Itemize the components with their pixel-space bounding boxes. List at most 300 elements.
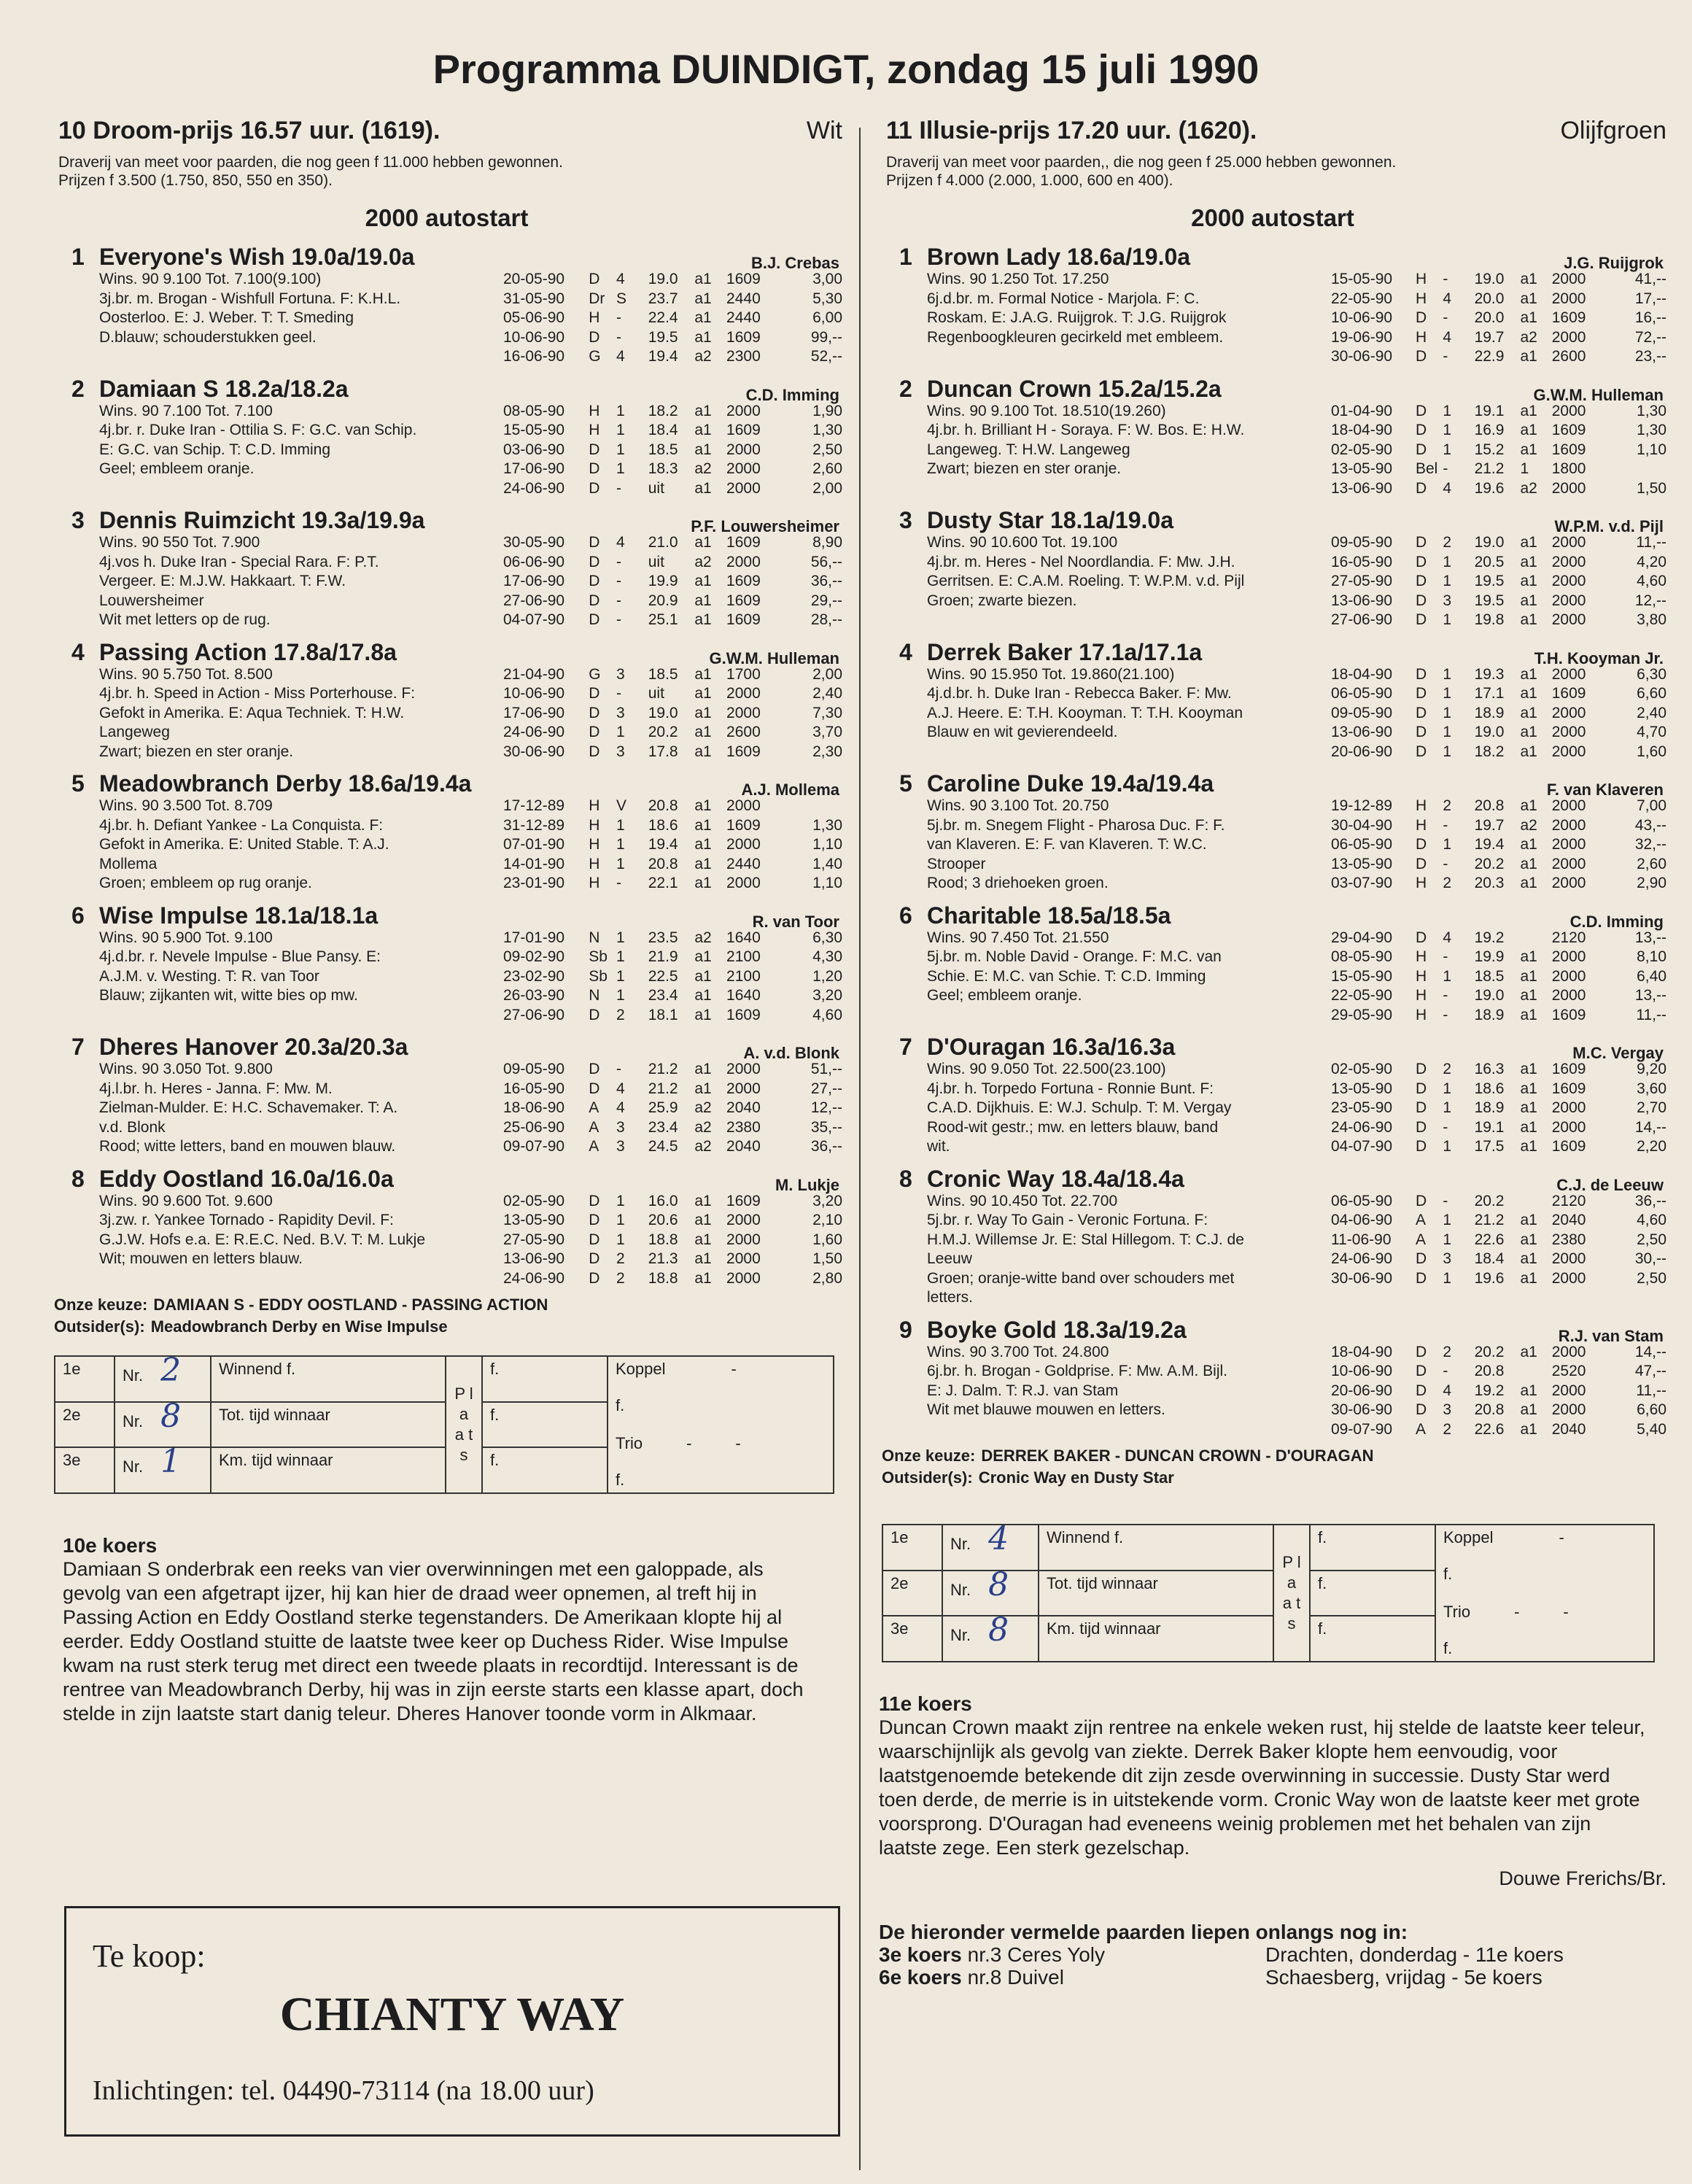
- run-row: [1331, 270, 1666, 290]
- run-start: a1: [1520, 797, 1537, 814]
- run-date: 10-06-90: [503, 328, 565, 346]
- horse-name: Dheres Hanover 20.3a/20.3a: [99, 1034, 408, 1060]
- run-odds: 6,60: [1637, 1401, 1666, 1418]
- run-place: V: [616, 797, 627, 814]
- horse-entry: [879, 1032, 1666, 1157]
- run-start: a1: [694, 441, 712, 458]
- run-track: D: [589, 1212, 600, 1228]
- run-distance: 2000: [1551, 987, 1586, 1004]
- run-time: 23.7: [648, 290, 678, 307]
- recent-runs: [503, 402, 842, 499]
- handwritten-number: 2: [160, 1352, 182, 1389]
- run-date: 29-05-90: [1331, 1006, 1393, 1023]
- horse-number: 6: [899, 902, 912, 929]
- run-odds: [783, 797, 842, 816]
- koppel-label: Koppel -: [616, 1360, 737, 1378]
- run-time: 23.4: [648, 1118, 678, 1136]
- run-time: 18.2: [1474, 743, 1505, 760]
- run-time: 17.1: [1474, 685, 1505, 702]
- run-time: 18.5: [1474, 967, 1505, 985]
- run-start: a1: [1520, 1269, 1537, 1287]
- horse-entry: [879, 374, 1666, 499]
- run-time: 18.3: [648, 460, 678, 477]
- run-place: 1: [616, 441, 625, 458]
- run-track: D: [1415, 685, 1427, 702]
- run-row: [503, 460, 842, 479]
- run-track: H: [589, 816, 600, 834]
- run-start: a2: [694, 1099, 712, 1116]
- run-start: a1: [694, 422, 712, 438]
- run-time: 17.5: [1474, 1138, 1505, 1155]
- run-row: [1331, 1250, 1666, 1269]
- info-line: 4j.d.br. h. Duke Iran - Rebecca Baker. F: Mw.: [927, 685, 1232, 702]
- our-choice: Onze keuze: DERREK BAKER - DUNCAN CROWN - D'OURAGAN: [882, 1447, 1374, 1465]
- info-line: 4j.br. h. Torpedo Fortuna - Ronnie Bunt. F:: [927, 1080, 1214, 1097]
- run-distance: 2000: [1551, 797, 1586, 814]
- run-odds: 12,--: [810, 1099, 842, 1116]
- run-date: 15-05-90: [1331, 967, 1393, 985]
- run-odds: 1,50: [1637, 479, 1666, 497]
- horse-body: [879, 929, 1666, 1026]
- run-time: 19.4: [648, 836, 678, 853]
- run-row: [1331, 402, 1666, 422]
- run-distance: 2000: [726, 797, 761, 814]
- horse-entry: [51, 506, 842, 630]
- trainer-name: A. v.d. Blonk: [743, 1044, 839, 1062]
- run-odds: 9,20: [1637, 1061, 1666, 1077]
- info-line: 3j.zw. r. Yankee Tornado - Rapidity Devil. F:: [99, 1212, 394, 1228]
- run-odds: 5,30: [812, 290, 842, 307]
- run-distance: 2000: [726, 553, 761, 570]
- run-row: [503, 816, 842, 836]
- info-line: 5j.br. m. Snegem Flight - Pharosa Duc. F: F.: [927, 816, 1225, 834]
- run-time: 21.9: [648, 948, 678, 965]
- run-row: [503, 1269, 842, 1289]
- race-color: Olijfgroen: [1560, 117, 1666, 144]
- run-distance: 2000: [1551, 1250, 1586, 1267]
- run-track: D: [1415, 1343, 1427, 1360]
- run-odds: 1,10: [812, 875, 842, 891]
- run-place: 1: [616, 460, 625, 477]
- run-odds: 51,--: [810, 1061, 842, 1077]
- run-odds: 27,--: [810, 1080, 842, 1097]
- run-odds: 1,30: [1637, 402, 1666, 419]
- run-distance: 2000: [726, 1061, 761, 1077]
- info-line: Wins. 90 9.100 Tot. 7.100(9.100): [99, 271, 322, 287]
- run-distance: 1609: [1551, 1006, 1586, 1023]
- run-start: a1: [1520, 948, 1537, 965]
- run-start: a1: [1520, 1231, 1537, 1248]
- run-date: 30-06-90: [503, 743, 565, 760]
- run-date: 31-12-89: [503, 816, 565, 834]
- run-track: H: [589, 422, 600, 438]
- run-date: 04-07-90: [1331, 1138, 1393, 1155]
- run-time: 19.1: [1474, 402, 1505, 419]
- run-time: 25.1: [648, 611, 678, 628]
- run-distance: 2000: [1551, 290, 1586, 307]
- run-row: [503, 479, 842, 499]
- run-place: -: [616, 553, 621, 570]
- run-start: a1: [694, 309, 712, 326]
- run-track: D: [589, 573, 600, 589]
- run-distance: 1640: [726, 929, 761, 946]
- run-start: a2: [694, 460, 712, 477]
- run-start: a1: [694, 1006, 712, 1023]
- info-line: Oosterloo. E: J. Weber. T: T. Smeding: [99, 309, 354, 326]
- run-track: D: [1415, 1250, 1427, 1267]
- horse-number: 7: [71, 1034, 85, 1060]
- horse-header: [51, 638, 842, 665]
- run-track: D: [589, 460, 600, 477]
- run-start: a1: [694, 665, 712, 683]
- run-date: 30-04-90: [1331, 816, 1393, 834]
- recent-row: [879, 1943, 1666, 1966]
- run-place: -: [1443, 816, 1448, 834]
- run-row: [503, 402, 842, 422]
- run-time: 18.4: [648, 422, 678, 438]
- run-track: D: [1415, 1080, 1427, 1097]
- run-row: [1331, 1137, 1666, 1157]
- run-distance: 2000: [726, 685, 761, 702]
- horse-entry: [879, 1164, 1666, 1308]
- run-row: [1331, 743, 1666, 762]
- run-row: [1331, 441, 1666, 460]
- run-odds: 32,--: [1634, 836, 1666, 853]
- run-odds: 7,00: [1637, 797, 1666, 814]
- run-date: 13-06-90: [1331, 592, 1393, 609]
- run-date: 10-06-90: [503, 685, 565, 702]
- horse-name: Dusty Star 18.1a/19.0a: [927, 507, 1173, 533]
- run-place: 1: [616, 1212, 625, 1228]
- info-line: wit.: [927, 1138, 950, 1155]
- horse-body: [51, 1060, 842, 1157]
- run-odds: 11,--: [1636, 1006, 1666, 1023]
- run-date: 02-05-90: [1331, 1061, 1393, 1077]
- run-date: 09-02-90: [503, 948, 565, 965]
- horse-list: [879, 242, 1666, 1439]
- recent-runs: [503, 1060, 842, 1157]
- run-track: H: [1415, 987, 1427, 1004]
- run-start: a1: [1520, 553, 1537, 570]
- run-start: a1: [694, 987, 712, 1004]
- horse-info: [927, 1343, 1372, 1420]
- horse-number: 3: [71, 507, 85, 533]
- run-place: S: [616, 290, 627, 307]
- run-time: 19.5: [1474, 573, 1505, 589]
- run-track: A: [1415, 1231, 1426, 1248]
- run-track: D: [589, 724, 600, 740]
- run-odds: 13,--: [1634, 987, 1666, 1004]
- run-row: [1331, 929, 1666, 948]
- run-odds: 1,50: [812, 1250, 842, 1267]
- run-date: 01-04-90: [1331, 402, 1393, 419]
- run-distance: 2000: [726, 1231, 761, 1248]
- run-date: 13-05-90: [503, 1212, 565, 1228]
- run-start: a1: [1520, 1343, 1537, 1360]
- run-distance: 2000: [726, 1080, 761, 1097]
- run-odds: 23,--: [1634, 348, 1666, 365]
- run-date: 27-06-90: [503, 592, 565, 609]
- run-distance: 2000: [1551, 553, 1586, 570]
- run-distance: 2040: [726, 1138, 761, 1155]
- run-place: 3: [616, 1138, 625, 1155]
- run-distance: 2000: [1551, 328, 1586, 346]
- run-odds: 1,10: [1637, 441, 1666, 458]
- run-time: 18.9: [1474, 704, 1505, 721]
- form-position: 3e: [882, 1616, 942, 1662]
- run-start: a1: [694, 967, 712, 985]
- run-distance: 2000: [1551, 611, 1586, 628]
- run-start: a2: [1520, 479, 1537, 497]
- run-track: D: [589, 592, 600, 609]
- page-title: Programma DUINDIGT, zondag 15 juli 1990: [432, 46, 1260, 92]
- run-row: [503, 835, 842, 855]
- run-row: [1331, 797, 1666, 816]
- run-place: 4: [616, 1099, 625, 1116]
- run-distance: 2000: [1551, 479, 1586, 497]
- run-odds: 41,--: [1634, 271, 1666, 287]
- info-line: Gefokt in Amerika. E: United Stable. T: A.J.: [99, 836, 389, 853]
- run-distance: 2000: [1551, 948, 1586, 965]
- form-number: [115, 1443, 211, 1493]
- horse-info: [99, 402, 544, 479]
- run-start: a1: [694, 1212, 712, 1228]
- run-date: 10-06-90: [1331, 1363, 1393, 1379]
- run-row: [1331, 592, 1666, 611]
- info-line: Zielman-Mulder. E: H.C. Schavemaker. T: A.: [99, 1099, 398, 1116]
- run-row: [503, 1137, 842, 1157]
- form-number: [942, 1611, 1039, 1662]
- run-row: [503, 967, 842, 987]
- run-row: [1331, 347, 1666, 367]
- run-track: D: [589, 479, 600, 497]
- run-row: [1331, 665, 1666, 685]
- run-track: D: [1415, 836, 1427, 853]
- run-track: D: [589, 685, 600, 702]
- run-row: [1331, 723, 1666, 743]
- run-track: D: [1415, 665, 1427, 683]
- run-odds: 8,90: [812, 534, 842, 551]
- run-row: [503, 929, 842, 948]
- run-place: 1: [616, 1231, 625, 1248]
- run-row: [1331, 328, 1666, 348]
- form-position: 1e: [55, 1356, 115, 1402]
- run-distance: 2040: [726, 1099, 761, 1116]
- form-amount: f.: [1310, 1525, 1435, 1571]
- run-place: 1: [1443, 1231, 1452, 1248]
- run-odds: 4,60: [812, 1006, 842, 1023]
- run-time: 15.2: [1474, 441, 1505, 458]
- run-track: D: [1415, 1401, 1427, 1418]
- run-row: [503, 421, 842, 441]
- run-track: D: [589, 271, 600, 287]
- run-place: 3: [616, 665, 625, 683]
- run-time: 19.1: [1474, 1118, 1505, 1136]
- run-start: a1: [1520, 1006, 1537, 1023]
- run-time: 20.3: [1474, 875, 1505, 891]
- race-header: [879, 117, 1666, 149]
- recent-runs: [1331, 665, 1666, 762]
- run-distance: 2380: [1551, 1231, 1586, 1248]
- run-track: D: [1415, 1382, 1427, 1399]
- info-line: Wins. 90 10.600 Tot. 19.100: [927, 534, 1118, 551]
- run-date: 29-04-90: [1331, 929, 1393, 946]
- run-place: 4: [1443, 929, 1452, 946]
- run-start: a1: [694, 479, 712, 497]
- run-date: 04-07-90: [503, 611, 565, 628]
- run-date: 24-06-90: [503, 1269, 565, 1287]
- horse-entry: [51, 901, 842, 1026]
- run-date: 17-06-90: [503, 460, 565, 477]
- run-odds: 6,30: [812, 929, 842, 946]
- run-row: [503, 1080, 842, 1099]
- run-track: D: [589, 1192, 600, 1209]
- run-date: 09-05-90: [1331, 704, 1393, 721]
- trainer-name: C.J. de Leeuw: [1556, 1175, 1664, 1194]
- form-nr-label: Nr.: [950, 1626, 971, 1645]
- ad-for-sale: Te koop:: [93, 1938, 206, 1974]
- run-row: [1331, 309, 1666, 328]
- run-start: a1: [694, 290, 712, 307]
- horse-info: [99, 270, 544, 347]
- run-time: 18.1: [648, 1006, 678, 1023]
- recent-runs: [1331, 1060, 1666, 1157]
- run-distance: 2440: [726, 309, 761, 326]
- run-start: a1: [1520, 1061, 1537, 1077]
- run-track: A: [589, 1138, 599, 1155]
- run-distance: 2520: [1551, 1363, 1586, 1379]
- horse-header: [879, 374, 1666, 402]
- info-line: Wit met blauwe mouwen en letters.: [927, 1401, 1165, 1418]
- trainer-name: A.J. Mollema: [741, 781, 839, 799]
- run-distance: 1609: [1551, 685, 1586, 702]
- run-distance: 1609: [1551, 1080, 1586, 1097]
- run-place: -: [616, 685, 621, 702]
- info-line: D.blauw; schouderstukken geel.: [99, 328, 317, 346]
- run-distance: 1700: [726, 665, 761, 683]
- run-start: a1: [1520, 611, 1537, 628]
- run-time: 18.6: [1474, 1080, 1505, 1097]
- run-odds: 4,60: [1637, 1212, 1666, 1228]
- horse-body: [51, 797, 842, 894]
- run-odds: 36,--: [810, 573, 842, 589]
- run-odds: 14,--: [1634, 1118, 1666, 1136]
- run-time: 22.1: [648, 875, 678, 891]
- run-place: 4: [1443, 479, 1452, 497]
- run-odds: 4,70: [1637, 724, 1666, 740]
- run-date: 30-06-90: [1331, 348, 1393, 365]
- run-date: 13-06-90: [1331, 724, 1393, 740]
- info-line: Wins. 90 1.250 Tot. 17.250: [927, 271, 1109, 287]
- run-distance: 2600: [1551, 348, 1586, 365]
- run-row: [1331, 986, 1666, 1006]
- run-place: 1: [616, 402, 625, 419]
- run-odds: 6,00: [812, 309, 842, 326]
- run-odds: 6,30: [1637, 665, 1666, 683]
- run-date: 11-06-90: [1331, 1231, 1392, 1248]
- run-distance: 2300: [726, 348, 761, 365]
- horse-entry: [51, 374, 842, 499]
- run-date: 19-06-90: [1331, 328, 1393, 346]
- recent-runs: [503, 665, 842, 762]
- run-distance: 2000: [1551, 1099, 1586, 1116]
- run-place: 1: [1443, 611, 1452, 628]
- info-line: Langeweg: [99, 724, 170, 740]
- horse-info: [99, 1192, 544, 1269]
- horse-header: [51, 374, 842, 402]
- run-time: 19.3: [1474, 665, 1505, 683]
- run-odds: 43,--: [1634, 816, 1666, 834]
- run-track: G: [589, 348, 601, 365]
- info-line: 3j.br. m. Brogan - Wishfull Fortuna. F: K.H.L.: [99, 290, 401, 307]
- run-date: 27-05-90: [503, 1231, 565, 1248]
- run-time: uit: [648, 685, 664, 702]
- run-row: [1331, 855, 1666, 875]
- run-time: 18.4: [1474, 1250, 1505, 1267]
- race-comment: 11e koers Duncan Crown maakt zijn rentree na enkele weken rust, hij stelde de laatste keer teleur, waarschijnlijk als gevolg van ziekte. Derrek Baker klopte hem eenvoudig, voor laatstgenoemde betekende dit zijn zesde overwinning in successie. Dusty Star werd toen derde, de merrie is in uitstekende vorm. Cronic Way won de laatste keer met grote voorsprong. D'Ouragan had eveneens weinig problemen met het behalen van zijn laatste zege. Een sterk gezelschap.: [879, 1692, 1645, 1859]
- recent-runs: [1331, 1192, 1666, 1308]
- run-distance: 2000: [1551, 724, 1586, 740]
- run-distance: 2000: [1551, 743, 1586, 760]
- run-odds: 3,70: [812, 724, 842, 740]
- run-place: -: [616, 573, 621, 589]
- run-row: [503, 1192, 842, 1212]
- recent-horse: nr.8 Duivel: [967, 1966, 1064, 1989]
- run-place: 4: [616, 271, 625, 287]
- info-line: H.M.J. Willemse Jr. E: Stal Hillegom. T: C.J. de: [927, 1231, 1244, 1248]
- run-place: 1: [616, 1192, 625, 1209]
- run-time: 20.0: [1474, 290, 1505, 307]
- run-start: a1: [694, 402, 712, 419]
- run-start: a1: [694, 704, 712, 721]
- run-place: 1: [616, 967, 625, 985]
- run-odds: [1607, 460, 1666, 479]
- run-track: D: [589, 441, 600, 458]
- run-track: H: [1415, 967, 1427, 985]
- run-place: 3: [616, 743, 625, 760]
- run-start: a1: [694, 855, 712, 872]
- run-date: 02-05-90: [503, 1192, 565, 1209]
- horse-number: 5: [71, 770, 85, 797]
- run-track: D: [1415, 553, 1427, 570]
- run-distance: 2000: [726, 402, 761, 419]
- run-date: 07-01-90: [503, 836, 565, 853]
- run-place: -: [616, 1061, 621, 1077]
- form-amount: f.: [1310, 1616, 1435, 1662]
- horse-number: 2: [71, 375, 85, 402]
- run-date: 15-05-90: [503, 422, 565, 438]
- run-odds: 6,60: [1637, 685, 1666, 702]
- recent-race: [879, 1966, 1265, 1989]
- run-place: 3: [616, 704, 625, 721]
- run-distance: 2000: [726, 875, 761, 891]
- run-place: 1: [616, 422, 625, 438]
- run-start: a1: [1520, 987, 1537, 1004]
- run-track: A: [589, 1099, 599, 1116]
- our-choice: Onze keuze: DAMIAAN S - EDDY OOSTLAND - PASSING ACTION: [54, 1296, 548, 1314]
- info-line: v.d. Blonk: [99, 1118, 166, 1136]
- trio-amount: f.: [616, 1471, 625, 1489]
- info-line: Wins. 90 9.100 Tot. 18.510(19.260): [927, 402, 1166, 419]
- run-time: 18.8: [648, 1231, 678, 1248]
- horse-header: [51, 769, 842, 797]
- run-date: 04-06-90: [1331, 1212, 1393, 1228]
- horse-header: [879, 769, 1666, 797]
- run-distance: 2000: [726, 460, 761, 477]
- run-start: a1: [1520, 685, 1537, 702]
- run-start: a1: [1520, 836, 1537, 853]
- run-distance: 1609: [1551, 309, 1586, 326]
